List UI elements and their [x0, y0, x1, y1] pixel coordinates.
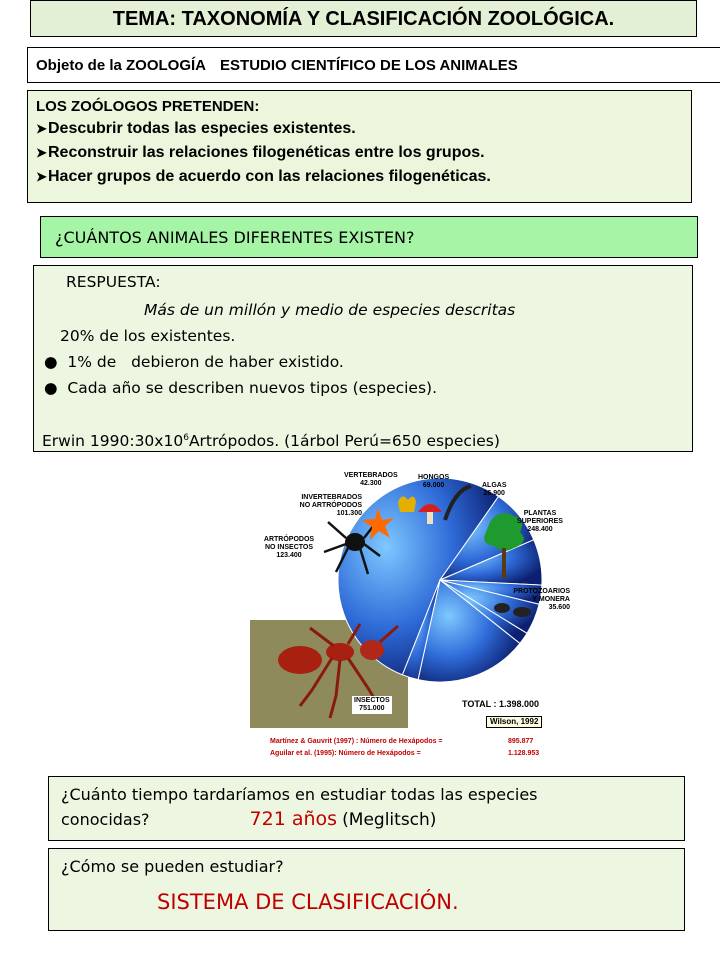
- tiempo-box: [48, 776, 685, 841]
- page-title: TEMA: TAXONOMÍA Y CLASIFICACIÓN ZOOLÓGICA.: [30, 0, 697, 37]
- pie-note-1: Martínez & Gauvrit (1997) : Número de Hexápodos =: [270, 738, 443, 745]
- species-pie-chart: [240, 460, 570, 765]
- respuesta-line2: 20% de los existentes.: [60, 327, 236, 345]
- objeto-label: Objeto de la ZOOLOGÍA: [36, 57, 207, 74]
- objeto-banner: [27, 47, 720, 83]
- bullet-icon: ●: [44, 379, 58, 397]
- arrow-bullet-icon: ➤: [36, 121, 47, 136]
- list-item: ➤Reconstruir las relaciones filogenéticas entre los grupos.: [36, 141, 691, 165]
- pie-label-hongos: HONGOS 69.000: [418, 474, 450, 489]
- respuesta-bullet1: ● 1% de debieron de haber existido.: [44, 353, 344, 371]
- camel-icon: [398, 496, 416, 512]
- pie-label-invertebrados: INVERTEBRADOS NO ARTRÓPODOS 101.300: [299, 494, 362, 517]
- tiempo-answer: 721 años: [249, 808, 338, 830]
- pie-label-plantas: PLANTAS SUPERIORES 248.400: [517, 510, 563, 533]
- list-item: ➤Hacer grupos de acuerdo con las relaciones filogenéticas.: [36, 165, 691, 189]
- question-banner: ¿CUÁNTOS ANIMALES DIFERENTES EXISTEN?: [40, 216, 698, 258]
- pie-label-vertebrados: VERTEBRADOS 42.300: [344, 472, 398, 487]
- estudiar-answer: SISTEMA DE CLASIFICACIÓN.: [157, 890, 459, 914]
- arrow-bullet-icon: ➤: [36, 169, 47, 184]
- tiempo-author: (Meglitsch): [342, 810, 437, 830]
- respuesta-bullet2: ● Cada año se describen nuevos tipos (especies).: [44, 379, 438, 397]
- pie-total: TOTAL : 1.398.000: [462, 699, 540, 709]
- objeto-text: ESTUDIO CIENTÍFICO DE LOS ANIMALES: [220, 57, 518, 74]
- pie-source: Wilson, 1992: [486, 716, 542, 728]
- respuesta-line1: Más de un millón y medio de especies descritas: [144, 301, 516, 319]
- pie-label-algas: ALGAS 26.900: [482, 482, 507, 497]
- pie-label-insectos: INSECTOS 751.000: [354, 697, 390, 712]
- arrow-bullet-icon: ➤: [36, 145, 47, 160]
- pie-note-1-value: 895.877: [508, 738, 534, 745]
- list-item: ➤Descubrir todas las especies existentes.: [36, 117, 691, 141]
- bullet-icon: ●: [44, 353, 58, 371]
- pretenden-box: [27, 90, 692, 203]
- tiempo-line1: ¿Cuánto tiempo tardaríamos en estudiar todas las especies: [61, 785, 538, 804]
- pie-label-protozoarios: PROTOZOARIOS Y MONERA 35.600: [513, 588, 570, 611]
- erwin-line: Erwin $1990:30x10^6Artrópodos$. (1árbol Perú=650 especies): [42, 432, 500, 451]
- estudiar-box: [48, 848, 685, 931]
- pie-note-2-value: 1.128.953: [508, 750, 540, 757]
- respuesta-box: [33, 265, 693, 452]
- pie-note-2: Aguilar et al. (1995): Número de Hexápodos =: [270, 750, 421, 757]
- tiempo-line2: conocidas? 721 años (Meglitsch): [61, 808, 437, 830]
- respuesta-heading: RESPUESTA:: [66, 273, 161, 291]
- pretenden-heading: LOS ZOÓLOGOS PRETENDEN:: [36, 98, 260, 115]
- estudiar-question: ¿Cómo se pueden estudiar?: [61, 857, 284, 876]
- pie-label-artropodos: ARTRÓPODOS NO INSECTOS 123.400: [263, 536, 315, 559]
